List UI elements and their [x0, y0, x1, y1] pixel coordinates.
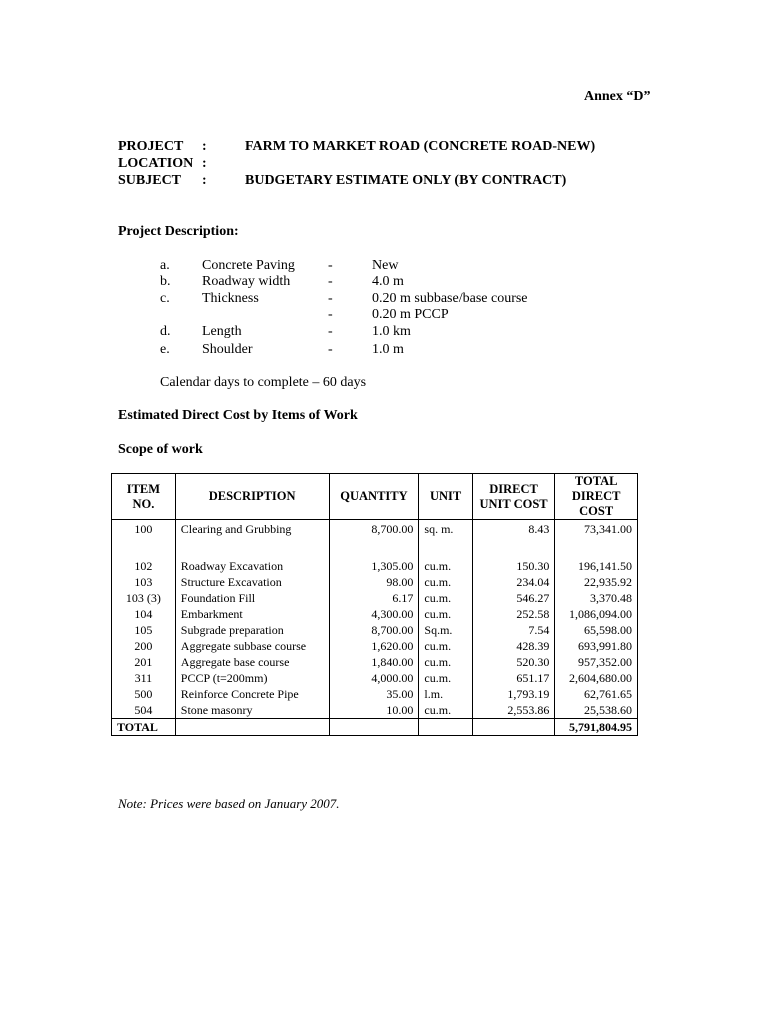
cell-unit: cu.m.	[419, 574, 472, 590]
total-row	[112, 719, 638, 736]
cell-description: Stone masonry	[175, 702, 329, 719]
header-quantity: QUANTITY	[329, 474, 419, 520]
header-direct-unit-cost: DIRECT UNIT COST	[472, 474, 555, 520]
cell-description: PCCP (t=200mm)	[175, 670, 329, 686]
cell-direct-unit-cost: 651.17	[472, 670, 555, 686]
estimated-cost-heading: Estimated Direct Cost by Items of Work	[118, 408, 358, 423]
cell-item: 103 (3)	[112, 590, 176, 606]
cell-quantity: 35.00	[329, 686, 419, 702]
header-description: DESCRIPTION	[175, 474, 329, 520]
cell-unit: cu.m.	[419, 654, 472, 670]
cell-total-direct-cost: 2,604,680.00	[555, 670, 638, 686]
total-value: 5,791,804.95	[555, 719, 638, 736]
item-value: 0.20 m PCCP	[372, 307, 449, 322]
spacer-row	[112, 543, 638, 558]
header-colon: :	[202, 139, 207, 154]
item-letter: b.	[160, 274, 171, 289]
cell-description: Structure Excavation	[175, 574, 329, 590]
cell-quantity: 8,700.00	[329, 622, 419, 638]
cell-quantity: 10.00	[329, 702, 419, 719]
scope-heading: Scope of work	[118, 442, 203, 457]
header-key: LOCATION	[118, 156, 194, 171]
header-colon: :	[202, 173, 207, 188]
cell-item: 500	[112, 686, 176, 702]
item-dash: -	[328, 274, 333, 289]
table-row	[112, 670, 638, 686]
cell-total-direct-cost: 3,370.48	[555, 590, 638, 606]
cell-quantity: 1,305.00	[329, 558, 419, 574]
cell-total-direct-cost: 957,352.00	[555, 654, 638, 670]
cell-unit: l.m.	[419, 686, 472, 702]
header-key: SUBJECT	[118, 173, 182, 188]
header-location	[118, 155, 618, 172]
cell-direct-unit-cost: 546.27	[472, 590, 555, 606]
cost-table	[111, 473, 638, 736]
calendar-days: Calendar days to complete – 60 days	[160, 375, 367, 390]
table-row	[112, 702, 638, 719]
cell-description: Reinforce Concrete Pipe	[175, 686, 329, 702]
cell-quantity: 4,300.00	[329, 606, 419, 622]
cell-total-direct-cost: 73,341.00	[555, 520, 638, 544]
item-label: Concrete Paving	[202, 258, 295, 273]
item-dash: -	[328, 307, 333, 322]
cell-direct-unit-cost: 8.43	[472, 520, 555, 544]
item-value: New	[372, 258, 399, 273]
table-row	[112, 606, 638, 622]
item-letter: a.	[160, 258, 170, 273]
cell-item: 102	[112, 558, 176, 574]
cell-total-direct-cost: 65,598.00	[555, 622, 638, 638]
header-value: FARM TO MARKET ROAD (CONCRETE ROAD-NEW)	[245, 139, 596, 154]
header-item-no: ITEM NO.	[112, 474, 176, 520]
total-label: TOTAL	[112, 719, 176, 736]
cell-unit: cu.m.	[419, 702, 472, 719]
cell-direct-unit-cost: 150.30	[472, 558, 555, 574]
item-label: Thickness	[202, 291, 259, 306]
cell-description: Embarkment	[175, 606, 329, 622]
cell-description: Clearing and Grubbing	[175, 520, 329, 544]
cell-item: 100	[112, 520, 176, 544]
table-row	[112, 686, 638, 702]
cell-total-direct-cost: 693,991.80	[555, 638, 638, 654]
table-row	[112, 654, 638, 670]
annex-label: Annex “D”	[584, 89, 651, 104]
cell-item: 200	[112, 638, 176, 654]
cell-item: 311	[112, 670, 176, 686]
cell-item: 105	[112, 622, 176, 638]
header-subject	[118, 172, 618, 189]
table-row	[112, 520, 638, 544]
item-dash: -	[328, 324, 333, 339]
cell-quantity: 98.00	[329, 574, 419, 590]
item-letter: d.	[160, 324, 171, 339]
item-label: Shoulder	[202, 342, 253, 357]
cell-direct-unit-cost: 252.58	[472, 606, 555, 622]
header-project	[118, 138, 618, 155]
cell-description: Subgrade preparation	[175, 622, 329, 638]
item-letter: e.	[160, 342, 170, 357]
cell-direct-unit-cost: 1,793.19	[472, 686, 555, 702]
cell-description: Aggregate subbase course	[175, 638, 329, 654]
cell-unit: cu.m.	[419, 590, 472, 606]
cell-direct-unit-cost: 520.30	[472, 654, 555, 670]
item-value: 1.0 m	[372, 342, 404, 357]
cell-item: 504	[112, 702, 176, 719]
cell-quantity: 6.17	[329, 590, 419, 606]
item-label: Length	[202, 324, 242, 339]
item-value: 0.20 m subbase/base course	[372, 291, 528, 306]
cell-total-direct-cost: 62,761.65	[555, 686, 638, 702]
cell-quantity: 8,700.00	[329, 520, 419, 544]
table-row	[112, 574, 638, 590]
cell-direct-unit-cost: 234.04	[472, 574, 555, 590]
cell-direct-unit-cost: 428.39	[472, 638, 555, 654]
project-description-heading: Project Description:	[118, 224, 239, 239]
item-dash: -	[328, 291, 333, 306]
table-row	[112, 590, 638, 606]
cell-direct-unit-cost: 2,553.86	[472, 702, 555, 719]
cell-total-direct-cost: 25,538.60	[555, 702, 638, 719]
item-value: 4.0 m	[372, 274, 404, 289]
cell-direct-unit-cost: 7.54	[472, 622, 555, 638]
header-colon: :	[202, 156, 207, 171]
cell-unit: cu.m.	[419, 558, 472, 574]
cell-unit: cu.m.	[419, 606, 472, 622]
cell-unit: cu.m.	[419, 670, 472, 686]
item-dash: -	[328, 342, 333, 357]
cell-description: Roadway Excavation	[175, 558, 329, 574]
item-letter: c.	[160, 291, 170, 306]
table-row	[112, 558, 638, 574]
cell-total-direct-cost: 196,141.50	[555, 558, 638, 574]
cell-unit: cu.m.	[419, 638, 472, 654]
header-key: PROJECT	[118, 139, 184, 154]
cell-total-direct-cost: 22,935.92	[555, 574, 638, 590]
cell-total-direct-cost: 1,086,094.00	[555, 606, 638, 622]
item-dash: -	[328, 258, 333, 273]
cell-item: 201	[112, 654, 176, 670]
cell-unit: sq. m.	[419, 520, 472, 544]
cell-unit: Sq.m.	[419, 622, 472, 638]
table-header-row	[112, 474, 638, 520]
table-row	[112, 638, 638, 654]
header-total-direct-cost: TOTAL DIRECT COST	[555, 474, 638, 520]
header-value: BUDGETARY ESTIMATE ONLY (BY CONTRACT)	[245, 173, 567, 188]
item-value: 1.0 km	[372, 324, 411, 339]
cell-quantity: 1,840.00	[329, 654, 419, 670]
item-label: Roadway width	[202, 274, 291, 289]
cell-description: Aggregate base course	[175, 654, 329, 670]
header-unit: UNIT	[419, 474, 472, 520]
table-row	[112, 622, 638, 638]
cell-item: 104	[112, 606, 176, 622]
note: Note: Prices were based on January 2007.	[118, 796, 340, 811]
cell-quantity: 4,000.00	[329, 670, 419, 686]
cell-description: Foundation Fill	[175, 590, 329, 606]
cell-item: 103	[112, 574, 176, 590]
cell-quantity: 1,620.00	[329, 638, 419, 654]
